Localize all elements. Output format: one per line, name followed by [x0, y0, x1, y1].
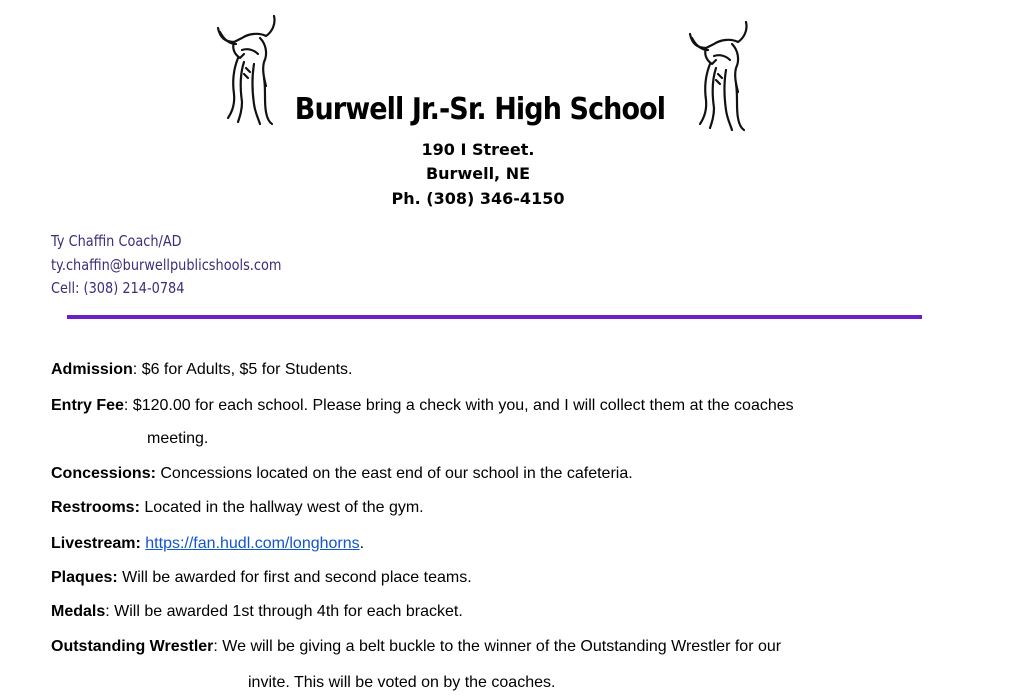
admission-line: [51, 361, 352, 379]
entry-fee-text: : $120.00 for each school. Please bring a check with you, and I will collect them at the coaches: [123, 397, 794, 414]
plaques-text: Will be awarded for first and second place teams.: [117, 569, 472, 586]
livestream-period: .: [359, 535, 365, 552]
livestream-line: [51, 535, 364, 553]
entry-fee-label: Entry Fee: [51, 397, 124, 414]
outstanding-wrestler-label: Outstanding Wrestler: [51, 638, 214, 655]
medals-text: : Will be awarded 1st through 4th for each bracket.: [105, 603, 463, 620]
concessions-text: Concessions located on the east end of our school in the cafeteria.: [155, 465, 633, 482]
header-divider: [67, 315, 922, 319]
admission-label: Admission: [51, 361, 133, 378]
contact-email: ty.chaffin@burwellpublicshools.com: [51, 256, 282, 274]
concessions-label: Concessions:: [51, 465, 156, 482]
restrooms-text: Located in the hallway west of the gym.: [139, 499, 424, 516]
restrooms-label: Restrooms:: [51, 499, 140, 516]
plaques-line: [51, 569, 472, 587]
school-phone: Ph. (308) 346-4150: [391, 189, 565, 208]
restrooms-line: [51, 499, 424, 517]
contact-name-title: Ty Chaffin Coach/AD: [51, 232, 182, 250]
outstanding-wrestler-line: [51, 638, 781, 656]
concessions-line: [51, 465, 633, 483]
contact-cell: Cell: (308) 214-0784: [51, 279, 185, 297]
admission-text: : $6 for Adults, $5 for Students.: [132, 361, 353, 378]
outstanding-wrestler-text: : We will be giving a belt buckle to the winner of the Outstanding Wrestler for our: [213, 638, 782, 655]
livestream-link[interactable]: https://fan.hudl.com/longhorns: [145, 535, 360, 552]
medals-line: [51, 603, 463, 621]
entry-fee-continuation: meeting.: [147, 430, 209, 447]
address-street: 190 I Street.: [421, 140, 535, 159]
entry-fee-line: [51, 397, 794, 415]
outstanding-wrestler-continuation: invite. This will be voted on by the coaches.: [248, 674, 556, 691]
address-city: Burwell, NE: [425, 164, 531, 183]
plaques-label: Plaques:: [51, 569, 118, 586]
medals-label: Medals: [51, 603, 106, 620]
livestream-label: Livestream:: [51, 535, 141, 552]
school-name: Burwell Jr.-Sr. High School: [294, 92, 666, 127]
